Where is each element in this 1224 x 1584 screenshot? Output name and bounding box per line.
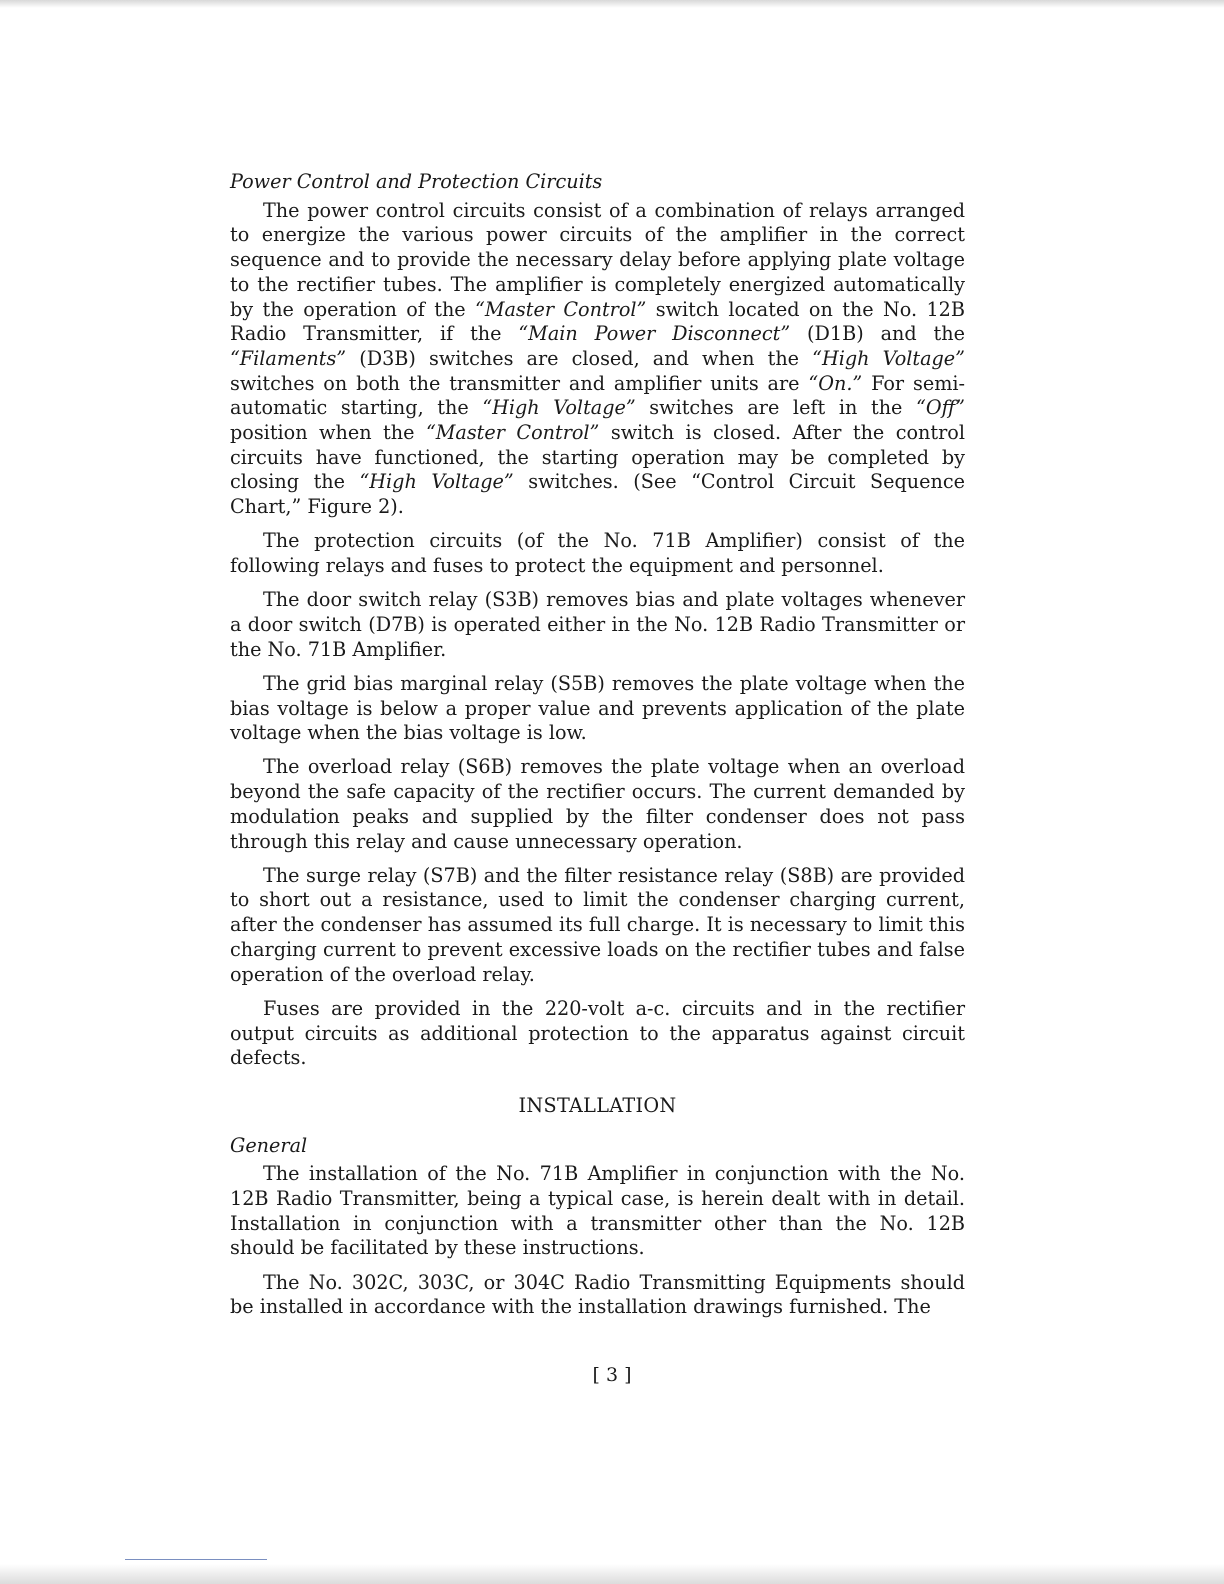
text-run: (D1B) and the xyxy=(790,322,965,346)
paragraph-grid-bias-relay: The grid bias marginal relay (S5B) removes the plate voltage when the bias voltage is below a proper value and prevents application of the plate voltage when the bias voltage is low. xyxy=(230,671,965,745)
bottom-rule xyxy=(125,1559,267,1560)
paragraph-protection-circuits: The protection circuits (of the No. 71B Amplifier) consist of the following relays and fuses to protect the equipment and personnel. xyxy=(230,529,965,578)
text-run: switch located on the No. 12B Radio Transmitter, if the xyxy=(230,297,965,346)
page-top-edge xyxy=(0,0,1224,8)
italic-switch-name: “High Voltage” xyxy=(359,470,514,494)
text-run: position when the xyxy=(230,421,426,445)
text-run: For semi-automatic starting, the xyxy=(230,371,966,420)
text-run: (D3B) switches are closed, and when the xyxy=(346,346,813,370)
italic-switch-name: “Master Control” xyxy=(475,297,647,321)
paragraph-door-switch-relay: The door switch relay (S3B) removes bias and plate voltages whenever a door switch (D7B) is operated either in the No. 12B Radio Transmitter or the No. 71B Amplifier. xyxy=(230,588,965,661)
text-run: switches on both the transmitter and amplifier units are xyxy=(230,371,809,395)
text-run: switches are left in the xyxy=(635,396,917,420)
subheading-general: General xyxy=(230,1133,308,1157)
italic-switch-state: “Off” xyxy=(916,396,965,420)
text-run: The power control circuits consist of a combination of relays arranged to energize the various power circuits of the amplifier in the correct sequence and to provide the necessary delay before applying plate voltage to the rectifier tubes. The amplifier is completely energized automatically by the operation of the xyxy=(230,198,965,321)
italic-switch-name: “Filaments” xyxy=(230,346,347,370)
paragraph-overload-relay: The overload relay (S6B) removes the plate voltage when an overload beyond the safe capacity of the rectifier occurs. The current demanded by modulation peaks and supplied by the filter condenser does not pass through this relay and cause unnecessary operation. xyxy=(230,755,965,853)
italic-switch-name: “Master Control” xyxy=(425,421,600,445)
paragraph-installation-equipments: The No. 302C, 303C, or 304C Radio Transmitting Equipments should be installed in accordance with the installation drawings furnished. The xyxy=(230,1270,965,1319)
italic-switch-state: “On.” xyxy=(808,371,863,395)
italic-switch-name: “High Voltage” xyxy=(812,346,965,370)
paragraph-surge-relay: The surge relay (S7B) and the filter resistance relay (S8B) are provided to short out a resistance, used to limit the condenser charging current, after the condenser has assumed its full charge. It is necessary to limit this charging current to prevent excessive loads on the rectifier tubes and false operation of the overload relay. xyxy=(230,863,965,986)
section-heading-power-control: Power Control and Protection Circuits xyxy=(230,170,603,193)
page-bottom-edge xyxy=(0,1564,1224,1584)
section-title-installation: INSTALLATION xyxy=(518,1093,677,1117)
text-run: switch is closed. After the control circuits have functioned, the starting operation may be completed by closing the xyxy=(230,421,965,494)
text-run: switches. (See “Control Circuit Sequence Chart,” Figure 2). xyxy=(230,470,965,519)
paragraph-fuses: Fuses are provided in the 220-volt a-c. circuits and in the rectifier output circuits as additional protection to the apparatus against circuit defects. xyxy=(230,996,965,1070)
paragraph-power-control xyxy=(230,199,965,520)
page-number: [ 3 ] xyxy=(592,1364,632,1386)
paragraph-installation-general: The installation of the No. 71B Amplifier in conjunction with the No. 12B Radio Transmitter, being a typical case, is herein dealt with in detail. Installation in conjunction with a transmitter other than the No. 12B should be facilitated by these instructions. xyxy=(230,1162,965,1260)
page-content xyxy=(230,170,965,1330)
italic-switch-name: “High Voltage” xyxy=(482,396,636,420)
italic-switch-name: “Main Power Disconnect” xyxy=(518,322,791,346)
